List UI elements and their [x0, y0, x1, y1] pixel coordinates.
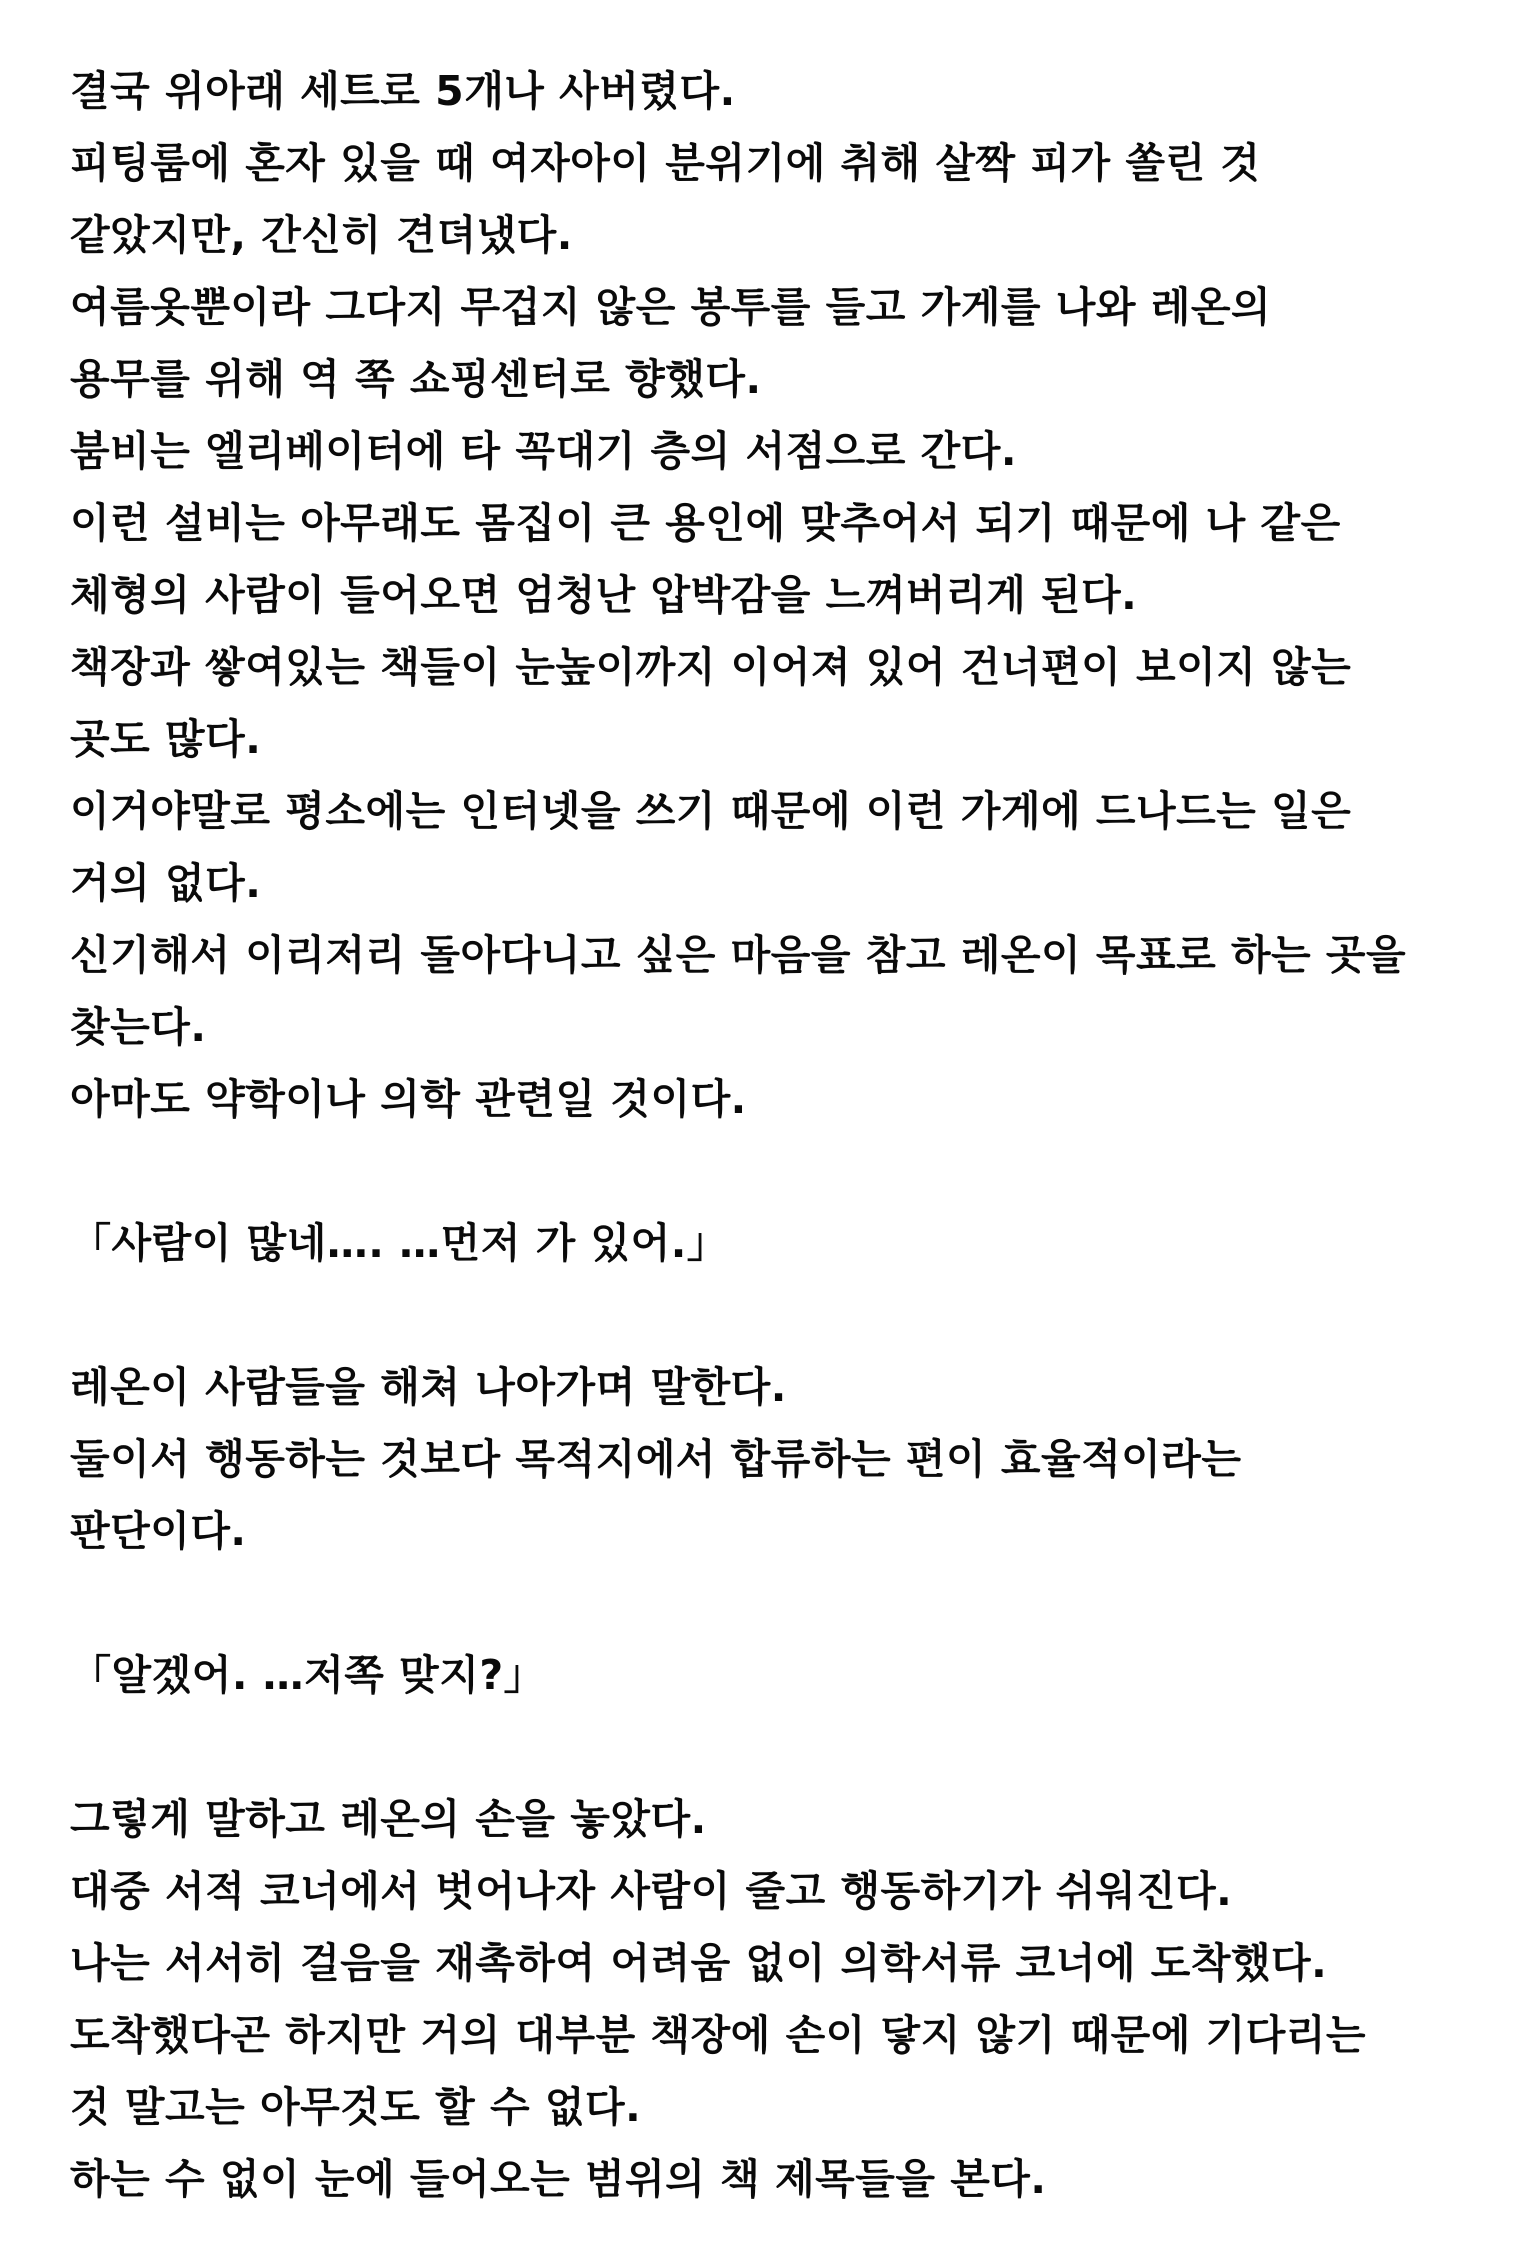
- text-line: 판단이다.: [70, 1507, 247, 1555]
- dialogue-line: 「알겠어. …저쪽 맞지?」: [70, 1651, 546, 1699]
- text-line: 아마도 약학이나 의학 관련일 것이다.: [70, 1075, 747, 1123]
- text-line: 신기해서 이리저리 돌아다니고 싶은 마음을 참고 레온이 목표로 하는 곳을: [70, 931, 1407, 979]
- text-line: 결국 위아래 세트로 5개나 사버렸다.: [70, 67, 736, 115]
- text-line: 도착했다곤 하지만 거의 대부분 책장에 손이 닿지 않기 때문에 기다리는: [70, 2011, 1367, 2059]
- text-line: 이거야말로 평소에는 인터넷을 쓰기 때문에 이런 가게에 드나드는 일은: [70, 787, 1352, 835]
- text-line: 여름옷뿐이라 그다지 무겁지 않은 봉투를 들고 가게를 나와 레온의: [70, 283, 1272, 331]
- story-text: [70, 55, 1490, 2215]
- text-line: 곳도 많다.: [70, 715, 262, 763]
- text-line: 피팅룸에 혼자 있을 때 여자아이 분위기에 취해 살짝 피가 쏠린 것: [70, 139, 1261, 187]
- text-line: 이런 설비는 아무래도 몸집이 큰 용인에 맞추어서 되기 때문에 나 같은: [70, 499, 1341, 547]
- blank-line: [70, 1567, 1490, 1639]
- text-line: 찾는다.: [70, 1003, 207, 1051]
- text-line: 나는 서서히 걸음을 재촉하여 어려움 없이 의학서류 코너에 도착했다.: [70, 1939, 1328, 1987]
- text-line: 둘이서 행동하는 것보다 목적지에서 합류하는 편이 효율적이라는: [70, 1435, 1242, 1483]
- blank-line: [70, 1711, 1490, 1783]
- text-line: 하는 수 없이 눈에 들어오는 범위의 책 제목들을 본다.: [70, 2155, 1047, 2203]
- text-line: 대중 서적 코너에서 벗어나자 사람이 줄고 행동하기가 쉬워진다.: [70, 1867, 1233, 1915]
- blank-line: [70, 1135, 1490, 1207]
- text-line: 용무를 위해 역 쪽 쇼핑센터로 향했다.: [70, 355, 762, 403]
- text-line: 거의 없다.: [70, 859, 262, 907]
- text-line: 레온이 사람들을 해쳐 나아가며 말한다.: [70, 1363, 787, 1411]
- dialogue-line: 「사람이 많네…. …먼저 가 있어.」: [70, 1219, 729, 1267]
- text-line: 같았지만, 간신히 견뎌냈다.: [70, 211, 573, 259]
- text-line: 붐비는 엘리베이터에 타 꼭대기 층의 서점으로 간다.: [70, 427, 1017, 475]
- text-line: 체형의 사람이 들어오면 엄청난 압박감을 느껴버리게 된다.: [70, 571, 1138, 619]
- blank-line: [70, 1279, 1490, 1351]
- text-line: 그렇게 말하고 레온의 손을 놓았다.: [70, 1795, 707, 1843]
- text-line: 것 말고는 아무것도 할 수 없다.: [70, 2083, 642, 2131]
- text-line: 책장과 쌓여있는 책들이 눈높이까지 이어져 있어 건너편이 보이지 않는: [70, 643, 1352, 691]
